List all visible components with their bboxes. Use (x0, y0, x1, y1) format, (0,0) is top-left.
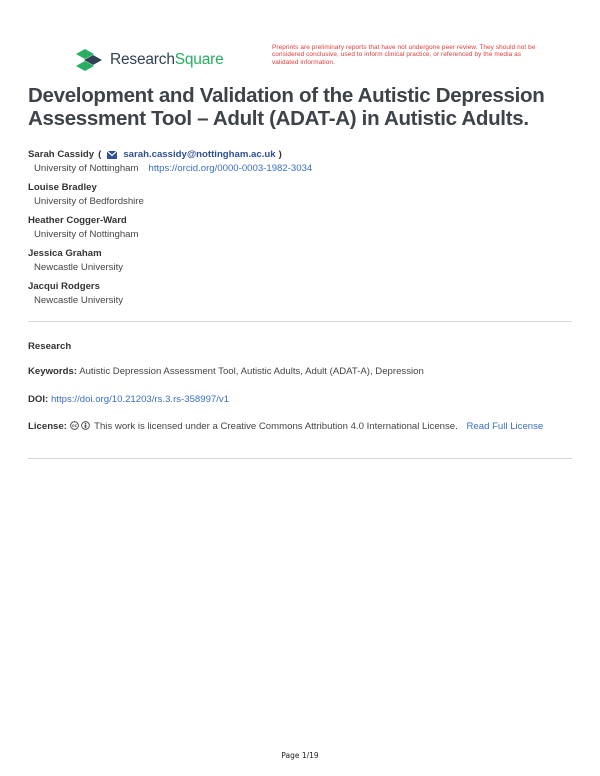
keywords-value: Autistic Depression Assessment Tool, Autistic Adults, Adult (ADAT-A), Depression (79, 366, 424, 377)
logo-text-research: Research (110, 51, 175, 68)
doi-label: DOI: (28, 394, 49, 405)
keywords-line (28, 365, 572, 379)
paren-close: ) (278, 149, 282, 160)
research-square-logo-icon (74, 48, 104, 72)
doi-link[interactable]: https://doi.org/10.21203/rs.3.rs-358997/v1 (50, 394, 230, 405)
page-number: Page 1/19 (281, 751, 319, 760)
author-name: Jessica Graham (28, 248, 102, 259)
paren-open: ( (98, 149, 102, 160)
author-list (28, 148, 572, 313)
author-affiliation (34, 162, 572, 176)
keywords-label: Keywords: (28, 366, 78, 377)
author-name: Heather Cogger-Ward (28, 215, 127, 226)
affiliation-text: University of Nottingham (34, 163, 139, 174)
author-affiliation: University of Bedfordshire (34, 196, 144, 207)
research-square-logo[interactable] (74, 48, 224, 72)
author-affiliation: University of Nottingham (34, 229, 139, 240)
license-text: This work is licensed under a Creative Commons Attribution 4.0 International License. (94, 421, 458, 432)
author-block (28, 280, 572, 308)
logo-text (110, 51, 224, 69)
author-block (28, 214, 572, 242)
read-full-license-link[interactable]: Read Full License (466, 421, 544, 432)
license-label: License: (28, 421, 67, 432)
section-divider (28, 458, 572, 459)
author-name: Louise Bradley (28, 182, 97, 193)
mail-icon (107, 151, 117, 159)
author-name-text: Sarah Cassidy (28, 149, 95, 160)
license-line (28, 420, 572, 434)
preprint-notice: Preprints are preliminary reports that have not undergone peer review. They should not be considered conclusive, used to inform clinical practice, or referenced by the media as validated information. (272, 44, 536, 66)
author-block (28, 148, 572, 176)
section-divider (28, 321, 572, 322)
paper-title: Development and Validation of the Autistic Depression Assessment Tool – Adult (ADAT-A) in Autistic Adults. (28, 84, 545, 130)
svg-text:cc: cc (71, 423, 77, 429)
orcid-link[interactable]: https://orcid.org/0000-0003-1982-3034 (148, 163, 313, 174)
doi-line (28, 393, 572, 407)
author-affiliation: Newcastle University (34, 262, 124, 273)
author-block (28, 247, 572, 275)
author-affiliation: Newcastle University (34, 295, 124, 306)
author-email-link[interactable]: sarah.cassidy@nottingham.ac.uk (123, 149, 276, 160)
author-block (28, 181, 572, 209)
creative-commons-icon (70, 421, 79, 430)
logo-text-square: Square (174, 51, 224, 68)
author-name: Jacqui Rodgers (28, 281, 100, 292)
article-type: Research (28, 341, 72, 352)
author-name (28, 148, 572, 162)
attribution-icon (81, 421, 90, 430)
